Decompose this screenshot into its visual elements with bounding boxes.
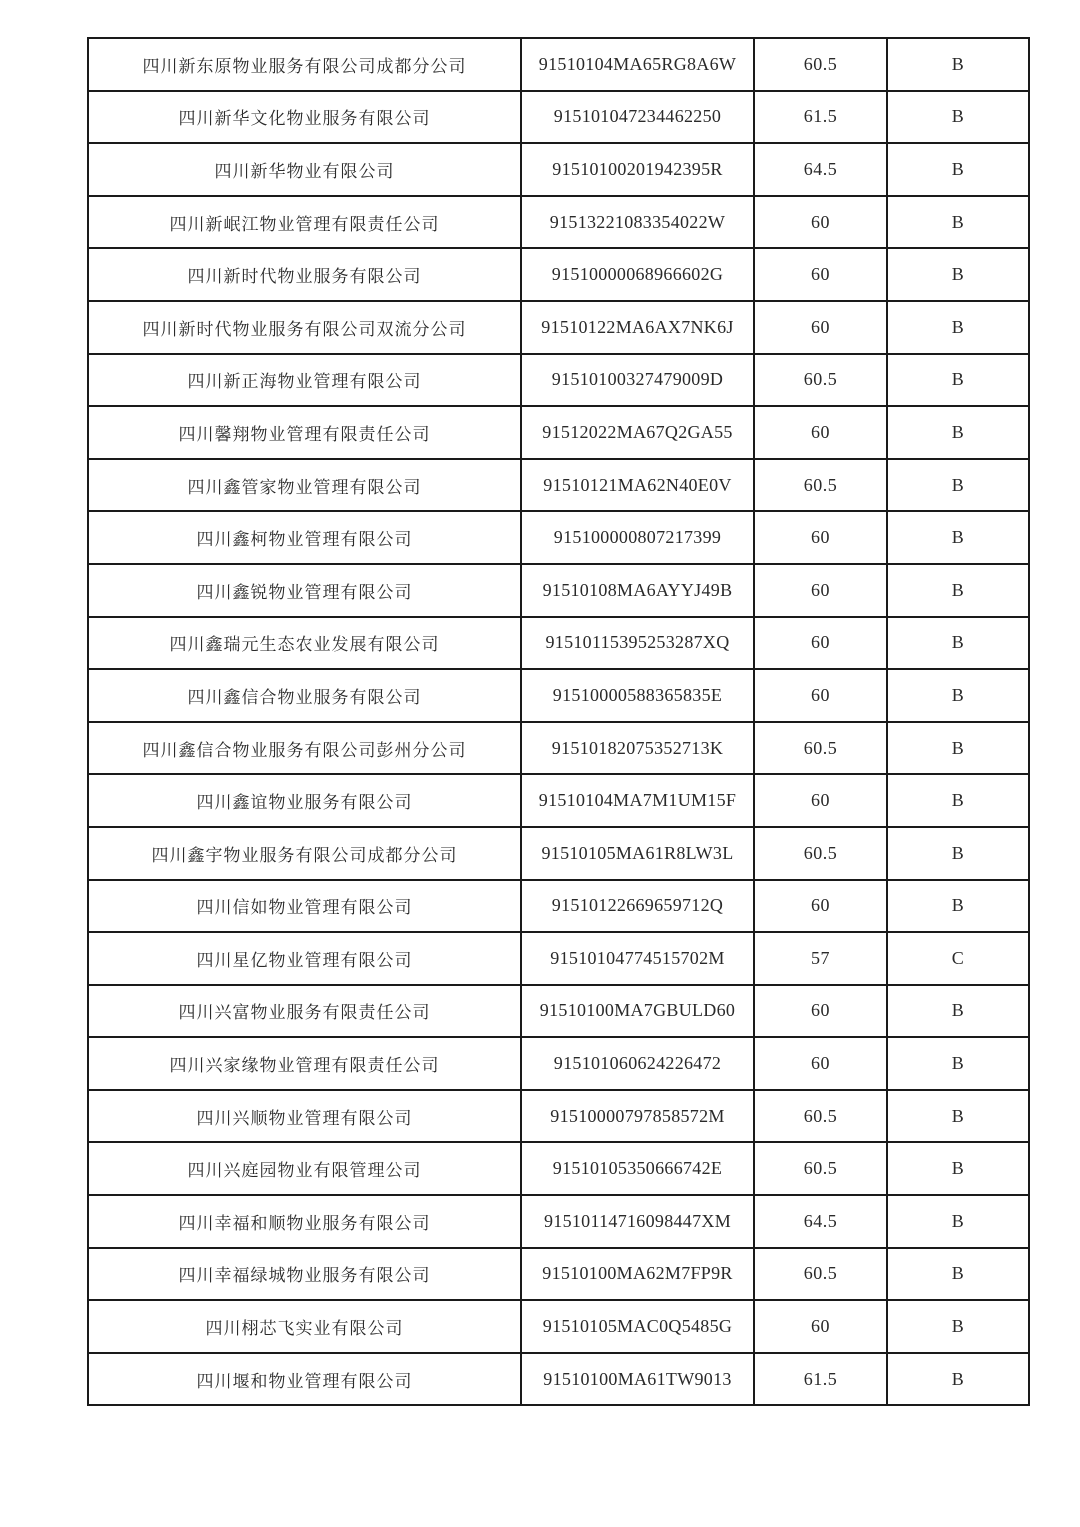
score-cell: 57 [754, 932, 887, 985]
table-row [88, 1248, 1029, 1301]
company-name-cell: 四川兴家缘物业管理有限责任公司 [88, 1037, 521, 1090]
credit-code-cell: 91510100MA61TW9013 [521, 1353, 754, 1406]
grade-cell: B [887, 406, 1029, 459]
company-name-cell: 四川鑫宇物业服务有限公司成都分公司 [88, 827, 521, 880]
grade-cell: B [887, 1300, 1029, 1353]
grade-cell: B [887, 143, 1029, 196]
score-cell: 60 [754, 985, 887, 1038]
company-name-cell: 四川兴庭园物业有限管理公司 [88, 1142, 521, 1195]
credit-code-cell: 915101047234462250 [521, 91, 754, 144]
table-row [88, 669, 1029, 722]
grade-cell: B [887, 511, 1029, 564]
score-cell: 60.5 [754, 1142, 887, 1195]
score-cell: 60 [754, 669, 887, 722]
company-name-cell: 四川兴顺物业管理有限公司 [88, 1090, 521, 1143]
grade-cell: B [887, 827, 1029, 880]
grade-cell: B [887, 774, 1029, 827]
grade-cell: B [887, 1037, 1029, 1090]
table-row [88, 985, 1029, 1038]
company-name-cell: 四川兴富物业服务有限责任公司 [88, 985, 521, 1038]
credit-code-cell: 915101060624226472 [521, 1037, 754, 1090]
table-row [88, 1195, 1029, 1248]
table-row [88, 91, 1029, 144]
credit-code-cell: 91510000588365835E [521, 669, 754, 722]
table-body [88, 38, 1029, 1405]
credit-code-cell: 91510114716098447XM [521, 1195, 754, 1248]
table-row [88, 459, 1029, 512]
credit-code-cell: 91510000068966602G [521, 248, 754, 301]
table-row [88, 406, 1029, 459]
score-cell: 60.5 [754, 1248, 887, 1301]
score-cell: 60.5 [754, 722, 887, 775]
table-row [88, 932, 1029, 985]
grade-cell: B [887, 248, 1029, 301]
table-row [88, 564, 1029, 617]
score-cell: 61.5 [754, 1353, 887, 1406]
company-name-cell: 四川星亿物业管理有限公司 [88, 932, 521, 985]
table-row [88, 1090, 1029, 1143]
company-name-cell: 四川栩芯飞实业有限公司 [88, 1300, 521, 1353]
score-cell: 60 [754, 774, 887, 827]
grade-cell: B [887, 722, 1029, 775]
table-row [88, 301, 1029, 354]
company-name-cell: 四川鑫谊物业服务有限公司 [88, 774, 521, 827]
grade-cell: B [887, 1353, 1029, 1406]
grade-cell: B [887, 1195, 1029, 1248]
grade-cell: B [887, 38, 1029, 91]
credit-code-cell: 91510182075352713K [521, 722, 754, 775]
company-name-cell: 四川信如物业管理有限公司 [88, 880, 521, 933]
credit-code-cell: 915100000807217399 [521, 511, 754, 564]
company-name-cell: 四川新华物业有限公司 [88, 143, 521, 196]
grade-cell: B [887, 1142, 1029, 1195]
table-row [88, 1142, 1029, 1195]
grade-cell: B [887, 617, 1029, 670]
grade-cell: B [887, 669, 1029, 722]
score-cell: 60.5 [754, 38, 887, 91]
company-name-cell: 四川鑫信合物业服务有限公司 [88, 669, 521, 722]
credit-code-cell: 91510115395253287XQ [521, 617, 754, 670]
company-name-cell: 四川新华文化物业服务有限公司 [88, 91, 521, 144]
credit-code-cell: 91510000797858572M [521, 1090, 754, 1143]
credit-code-cell: 91510105MAC0Q5485G [521, 1300, 754, 1353]
company-name-cell: 四川馨翔物业管理有限责任公司 [88, 406, 521, 459]
score-cell: 60.5 [754, 1090, 887, 1143]
table-row [88, 354, 1029, 407]
grade-cell: B [887, 1090, 1029, 1143]
score-cell: 60 [754, 406, 887, 459]
company-name-cell: 四川鑫柯物业管理有限公司 [88, 511, 521, 564]
score-cell: 60 [754, 511, 887, 564]
company-name-cell: 四川幸福绿城物业服务有限公司 [88, 1248, 521, 1301]
table-row [88, 722, 1029, 775]
grade-cell: B [887, 1248, 1029, 1301]
company-rating-table [87, 37, 1030, 1406]
grade-cell: B [887, 301, 1029, 354]
table-row [88, 1300, 1029, 1353]
company-name-cell: 四川鑫管家物业管理有限公司 [88, 459, 521, 512]
company-name-cell: 四川新东原物业服务有限公司成都分公司 [88, 38, 521, 91]
company-name-cell: 四川新时代物业服务有限公司双流分公司 [88, 301, 521, 354]
table-row [88, 248, 1029, 301]
grade-cell: B [887, 564, 1029, 617]
grade-cell: B [887, 91, 1029, 144]
table-row [88, 143, 1029, 196]
table-row [88, 1037, 1029, 1090]
grade-cell: B [887, 354, 1029, 407]
credit-code-cell: 91510100201942395R [521, 143, 754, 196]
score-cell: 60 [754, 564, 887, 617]
table-row [88, 511, 1029, 564]
company-name-cell: 四川新时代物业服务有限公司 [88, 248, 521, 301]
credit-code-cell: 91510105MA61R8LW3L [521, 827, 754, 880]
score-cell: 60 [754, 301, 887, 354]
table-row [88, 1353, 1029, 1406]
grade-cell: B [887, 880, 1029, 933]
company-name-cell: 四川堰和物业管理有限公司 [88, 1353, 521, 1406]
company-name-cell: 四川鑫信合物业服务有限公司彭州分公司 [88, 722, 521, 775]
score-cell: 60 [754, 617, 887, 670]
credit-code-cell: 91510100MA62M7FP9R [521, 1248, 754, 1301]
table-row [88, 617, 1029, 670]
score-cell: 60 [754, 248, 887, 301]
credit-code-cell: 91510100MA7GBULD60 [521, 985, 754, 1038]
score-cell: 60.5 [754, 459, 887, 512]
company-name-cell: 四川新正海物业管理有限公司 [88, 354, 521, 407]
table-row [88, 38, 1029, 91]
score-cell: 60 [754, 880, 887, 933]
score-cell: 64.5 [754, 143, 887, 196]
score-cell: 64.5 [754, 1195, 887, 1248]
table-row [88, 827, 1029, 880]
credit-code-cell: 91513221083354022W [521, 196, 754, 249]
credit-code-cell: 91510104MA7M1UM15F [521, 774, 754, 827]
score-cell: 60.5 [754, 827, 887, 880]
company-name-cell: 四川鑫锐物业管理有限公司 [88, 564, 521, 617]
table-row [88, 196, 1029, 249]
credit-code-cell: 91512022MA67Q2GA55 [521, 406, 754, 459]
credit-code-cell: 91510108MA6AYYJ49B [521, 564, 754, 617]
table-row [88, 774, 1029, 827]
credit-code-cell: 91510122669659712Q [521, 880, 754, 933]
score-cell: 61.5 [754, 91, 887, 144]
score-cell: 60 [754, 196, 887, 249]
credit-code-cell: 91510104774515702M [521, 932, 754, 985]
credit-code-cell: 91510100327479009D [521, 354, 754, 407]
grade-cell: B [887, 196, 1029, 249]
company-name-cell: 四川新岷江物业管理有限责任公司 [88, 196, 521, 249]
score-cell: 60.5 [754, 354, 887, 407]
credit-code-cell: 91510122MA6AX7NK6J [521, 301, 754, 354]
company-name-cell: 四川鑫瑞元生态农业发展有限公司 [88, 617, 521, 670]
grade-cell: B [887, 985, 1029, 1038]
company-name-cell: 四川幸福和顺物业服务有限公司 [88, 1195, 521, 1248]
score-cell: 60 [754, 1300, 887, 1353]
company-rating-table-container [87, 37, 1028, 1406]
score-cell: 60 [754, 1037, 887, 1090]
credit-code-cell: 91510105350666742E [521, 1142, 754, 1195]
credit-code-cell: 91510121MA62N40E0V [521, 459, 754, 512]
grade-cell: C [887, 932, 1029, 985]
table-row [88, 880, 1029, 933]
grade-cell: B [887, 459, 1029, 512]
credit-code-cell: 91510104MA65RG8A6W [521, 38, 754, 91]
